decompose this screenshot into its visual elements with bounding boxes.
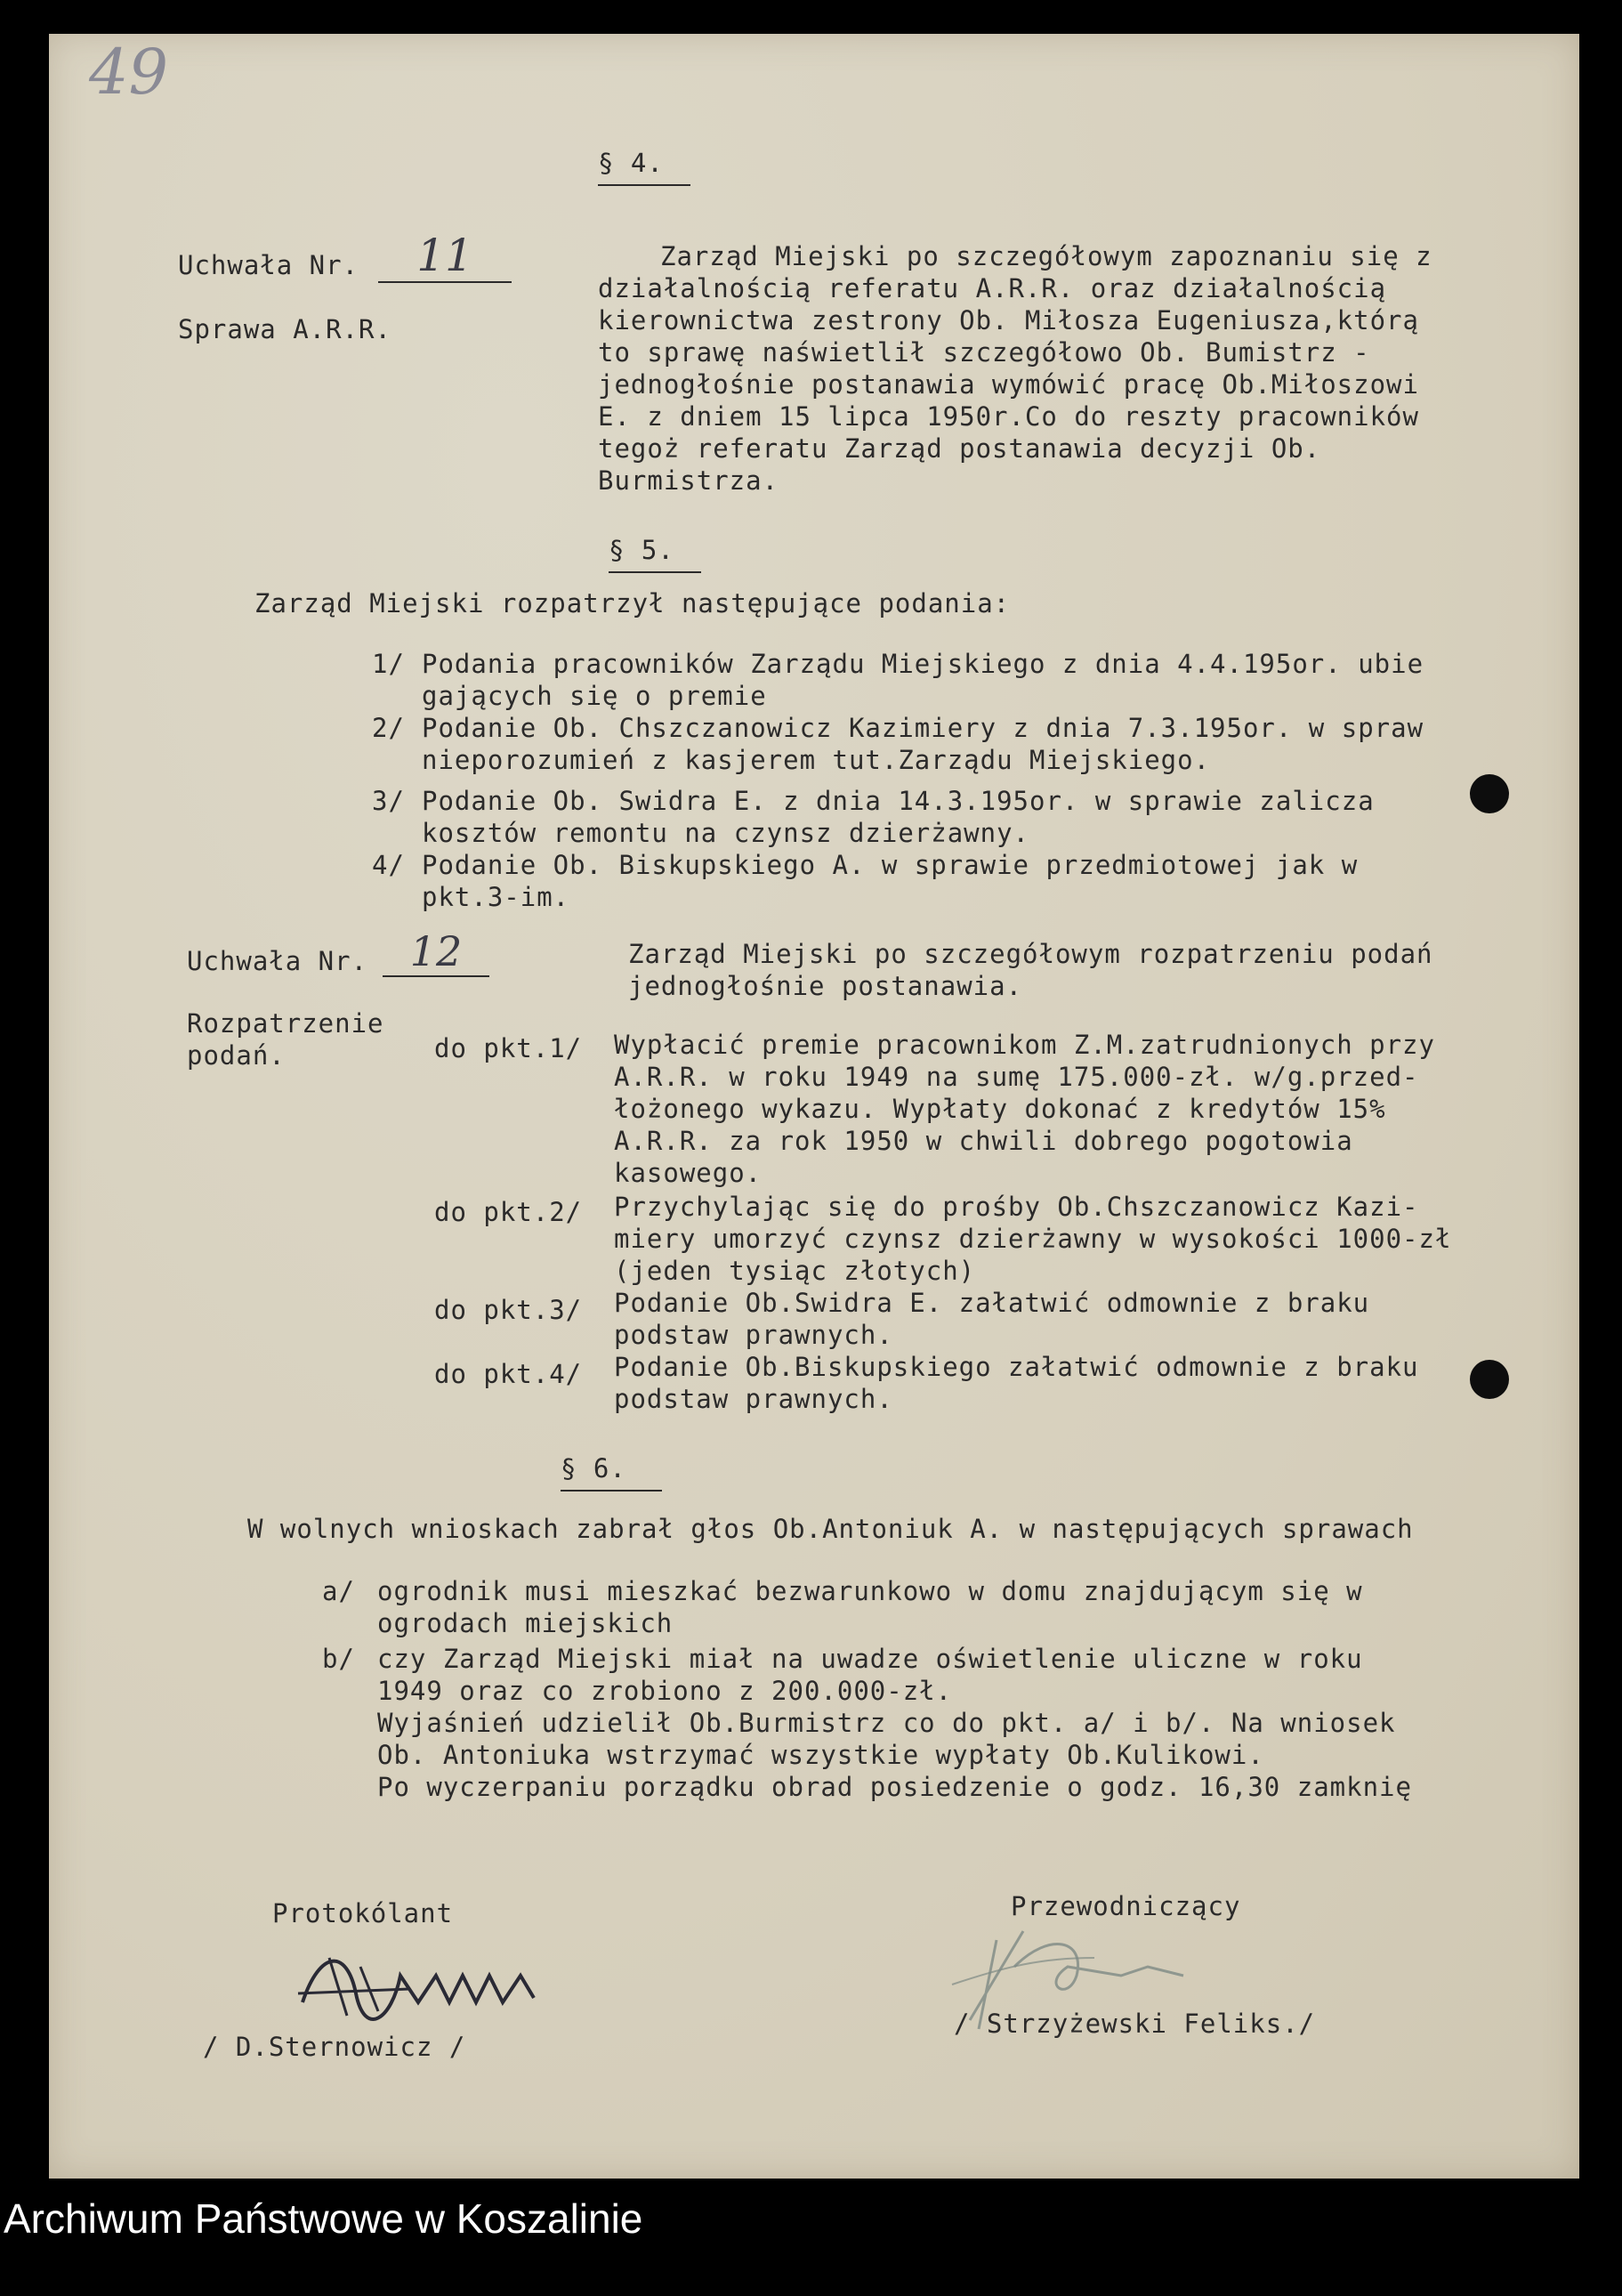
decision-line: A.R.R. za rok 1950 w chwili dobrego pogotowia	[614, 1126, 1353, 1156]
motion-line: 1949 oraz co zrobiono z 200.000-zł.	[377, 1676, 953, 1706]
punch-hole	[1470, 774, 1509, 813]
section-4-line: kierownictwa zestrony Ob. Miłosza Eugeniusza,którą	[598, 305, 1419, 336]
rozpatrzenie-label: podań.	[187, 1040, 286, 1071]
przewodniczacy-name: / Strzyżewski Feliks./	[954, 2009, 1316, 2039]
punch-hole	[1470, 1360, 1509, 1399]
motion-number: b/	[322, 1644, 355, 1674]
section-4-line: działalnością referatu A.R.R. oraz działalnością	[598, 273, 1387, 303]
petition-number: 3/	[372, 786, 405, 816]
motion-line: czy Zarząd Miejski miał na uwadze oświetlenie uliczne w roku	[377, 1644, 1363, 1674]
section-4-line: tegoż referatu Zarząd postanawia decyzji Ob.	[598, 433, 1321, 464]
uchwala-12-text: Zarząd Miejski po szczegółowym rozpatrzeniu podań	[628, 939, 1433, 969]
decision-line: Wypłacić premie pracownikom Z.M.zatrudnionych przy	[614, 1030, 1435, 1060]
decision-label: do pkt.2/	[434, 1197, 583, 1227]
motion-number: a/	[322, 1576, 355, 1606]
section-4-line: jednogłośnie postanawia wymówić pracę Ob.Miłoszowi	[598, 369, 1419, 400]
closing-line: Po wyczerpaniu porządku obrad posiedzenie o godz. 16,30 zamknię	[377, 1772, 1412, 1802]
decision-line: (jeden tysiąc złotych)	[614, 1256, 976, 1286]
section-4-line: Zarząd Miejski po szczegółowym zapoznaniu się z	[660, 241, 1432, 271]
section-4-heading: § 4.	[598, 147, 690, 186]
archive-name: Archiwum Państwowe w Koszalinie	[4, 2195, 643, 2242]
closing-line: Wyjaśnień udzielił Ob.Burmistrz co do pkt. a/ i b/. Na wniosek	[377, 1708, 1396, 1738]
section-6-heading: § 6.	[561, 1452, 662, 1492]
decision-label: do pkt.4/	[434, 1359, 583, 1389]
decision-line: łożonego wykazu. Wypłaty dokonać z kredytów 15%	[614, 1094, 1386, 1124]
petition-number: 2/	[372, 713, 405, 743]
decision-line: Podanie Ob.Swidra E. załatwić odmownie z braku	[614, 1288, 1370, 1318]
petition-line: Podania pracowników Zarządu Miejskiego z dnia 4.4.195or. ubie	[422, 649, 1424, 679]
uchwala-12-label: Uchwała Nr.	[187, 946, 368, 976]
section-4-line: E. z dniem 15 lipca 1950r.Co do reszty pracowników	[598, 401, 1419, 432]
sprawa-label: Sprawa A.R.R.	[178, 314, 391, 344]
page-number: 49	[89, 36, 169, 109]
decision-line: podstaw prawnych.	[614, 1384, 893, 1414]
uchwala-11-number: 11	[378, 230, 512, 283]
decision-label: do pkt.3/	[434, 1295, 583, 1325]
petition-line: kosztów remontu na czynsz dzierżawny.	[422, 818, 1030, 848]
petition-line: gających się o premie	[422, 681, 767, 711]
decision-line: Przychylając się do prośby Ob.Chszczanowicz Kazi-	[614, 1192, 1419, 1222]
protokolant-title: Protokólant	[272, 1898, 454, 1928]
section-4-line: to sprawę naświetlił szczegółowo Ob. Bumistrz -	[598, 337, 1370, 368]
protokolant-signature	[294, 1940, 561, 2029]
petition-number: 4/	[372, 850, 405, 880]
przewodniczacy-title: Przewodniczący	[1011, 1891, 1241, 1921]
archive-footer	[0, 2179, 1622, 2296]
decision-line: A.R.R. w roku 1949 na sumę 175.000-zł. w/g.przed-	[614, 1062, 1419, 1092]
rozpatrzenie-label: Rozpatrzenie	[187, 1008, 384, 1039]
petition-number: 1/	[372, 649, 405, 679]
section-6-intro: W wolnych wnioskach zabrał głos Ob.Antoniuk A. w następujących sprawach	[247, 1514, 1414, 1544]
section-5-heading: § 5.	[609, 534, 701, 573]
petition-line: Podanie Ob. Chszczanowicz Kazimiery z dnia 7.3.195or. w spraw	[422, 713, 1424, 743]
protokolant-name: / D.Sternowicz /	[203, 2032, 466, 2062]
uchwala-12-text: jednogłośnie postanawia.	[628, 971, 1023, 1001]
decision-line: kasowego.	[614, 1158, 763, 1188]
petition-line: pkt.3-im.	[422, 882, 570, 912]
motion-line: ogrodnik musi mieszkać bezwarunkowo w domu znajdującym się w	[377, 1576, 1363, 1606]
uchwala-11-label: Uchwała Nr.	[178, 250, 359, 280]
motion-line: ogrodach miejskich	[377, 1608, 674, 1638]
petition-line: nieporozumień z kasjerem tut.Zarządu Miejskiego.	[422, 745, 1211, 775]
closing-line: Ob. Antoniuka wstrzymać wszystkie wypłaty Ob.Kulikowi.	[377, 1740, 1264, 1770]
petition-line: Podanie Ob. Biskupskiego A. w sprawie przedmiotowej jak w	[422, 850, 1359, 880]
decision-line: podstaw prawnych.	[614, 1320, 893, 1350]
section-4-line: Burmistrza.	[598, 465, 779, 496]
uchwala-12-number: 12	[383, 927, 489, 977]
decision-line: Podanie Ob.Biskupskiego załatwić odmownie z braku	[614, 1352, 1419, 1382]
petition-line: Podanie Ob. Swidra E. z dnia 14.3.195or. w sprawie zalicza	[422, 786, 1375, 816]
section-5-intro: Zarząd Miejski rozpatrzył następujące podania:	[254, 588, 1011, 618]
decision-line: miery umorzyć czynsz dzierżawny w wysokości 1000-zł	[614, 1224, 1452, 1254]
decision-label: do pkt.1/	[434, 1033, 583, 1063]
